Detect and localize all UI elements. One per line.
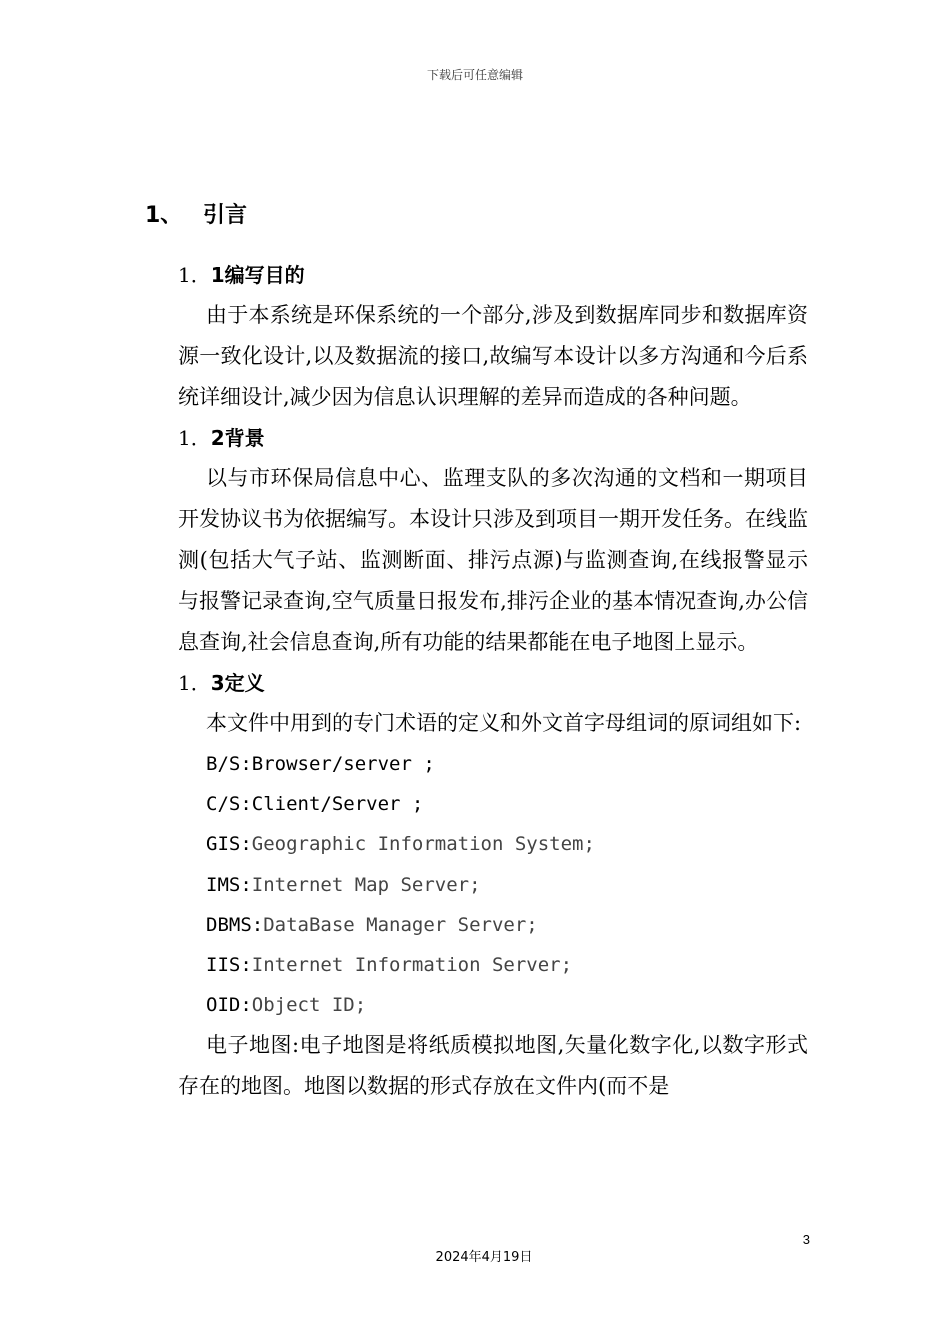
term-item — [178, 824, 808, 864]
term-abbr: GIS: — [206, 833, 252, 856]
chapter-title: 引言 — [203, 203, 248, 228]
section-heading-background — [178, 418, 808, 458]
section-heading-definitions — [178, 663, 808, 703]
term-desc: Object ID; — [251, 994, 367, 1017]
term-desc: DataBase Manager Server; — [263, 913, 538, 936]
term-list — [178, 744, 808, 1025]
chapter-heading — [145, 198, 247, 229]
term-desc: Client/Server ; — [251, 793, 424, 816]
section-number: 1． — [178, 671, 211, 695]
section-label: 1编写目的 — [210, 263, 305, 287]
footer-date: 2024年4月19日 — [435, 1250, 533, 1265]
term-item — [178, 784, 808, 824]
paragraph-electronic-map: 电子地图:电子地图是将纸质模拟地图,矢量化数字化,以数字形式存在的地图。地图以数据的形式存放在文件内(而不是 — [178, 1033, 808, 1099]
term-desc: Browser/server ; — [251, 753, 435, 775]
page-header-note: 下载后可任意编辑 — [426, 68, 523, 82]
term-desc: Internet Information Server; — [251, 954, 573, 977]
term-item — [178, 945, 808, 985]
section-heading-purpose — [178, 255, 808, 295]
term-item — [178, 865, 808, 905]
section-number: 1． — [178, 426, 211, 450]
term-item — [178, 744, 808, 784]
paragraph-purpose: 由于本系统是环保系统的一个部分,涉及到数据库同步和数据库资源一致化设计,以及数据流的接口,故编写本设计以多方沟通和今后系统详细设计,减少因为信息认识理解的差异而造成的各种问题。 — [178, 303, 808, 409]
section-label: 2背景 — [210, 426, 265, 450]
term-desc: Internet Map Server; — [251, 873, 481, 896]
chapter-number: 1、 — [145, 203, 183, 228]
term-abbr: DBMS: — [206, 913, 264, 936]
paragraph-background: 以与市环保局信息中心、监理支队的多次沟通的文档和一期项目开发协议书为依据编写。本设计只涉及到项目一期开发任务。在线监测(包括大气子站、监测断面、排污点源)与监测查询,在线报警显示与报警记录查询,空气质量日报发布,排污企业的基本情况查询,办公信息查询,社会信息查询,所有功能的结果都能在电子地图上显示。 — [178, 466, 808, 654]
paragraph-definitions: 本文件中用到的专门术语的定义和外文首字母组词的原词组如下: — [206, 711, 802, 735]
term-abbr: IMS: — [206, 873, 252, 896]
page-number: 3 — [802, 1232, 810, 1247]
section-number: 1． — [178, 263, 211, 287]
term-abbr: C/S: — [206, 793, 252, 816]
term-abbr: IIS: — [206, 954, 252, 977]
term-desc: Geographic Information System; — [251, 833, 595, 856]
section-label: 3定义 — [210, 671, 265, 695]
term-abbr: OID: — [206, 994, 252, 1017]
term-abbr: B/S: — [206, 753, 252, 775]
term-item — [178, 905, 808, 945]
document-body — [178, 255, 808, 1107]
term-item — [178, 985, 808, 1025]
